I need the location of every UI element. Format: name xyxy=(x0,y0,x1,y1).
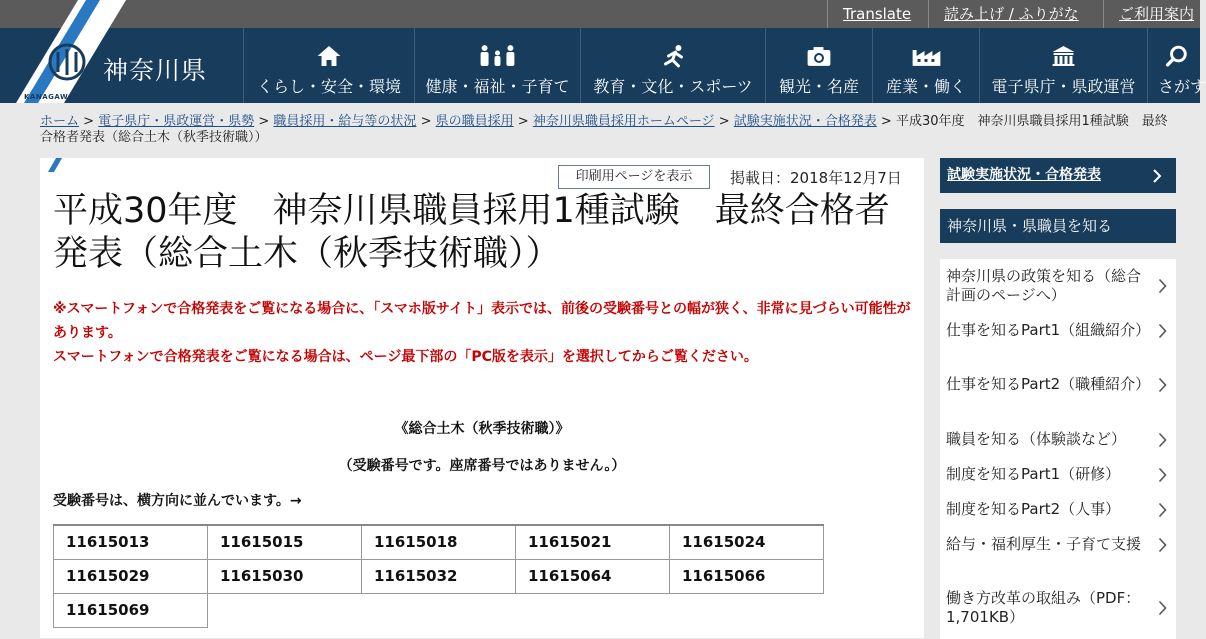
nav-label: 産業・働く xyxy=(885,77,966,96)
sidebar-item-work-part1[interactable] xyxy=(940,321,1176,340)
sidebar-item-policy[interactable] xyxy=(940,267,1176,305)
nav-label: 電子県庁・県政運営 xyxy=(991,77,1136,96)
nav-label: くらし・安全・環境 xyxy=(256,77,401,96)
sidebar-active-link[interactable] xyxy=(940,158,1176,193)
read-aloud-link[interactable]: 読み上げ / ふりがな xyxy=(928,0,1079,28)
nav-label: 教育・文化・スポーツ xyxy=(593,77,753,96)
exam-number-cell: 11615030 xyxy=(208,559,362,593)
nav-label: さがす xyxy=(1158,77,1206,96)
exam-number-cell: 11615029 xyxy=(54,559,208,593)
breadcrumb-home[interactable]: ホーム xyxy=(40,114,80,129)
search-icon xyxy=(1148,44,1200,68)
empty-cell xyxy=(362,593,516,627)
nav-health-welfare-childcare[interactable] xyxy=(414,28,580,103)
exam-number-cell: 11615018 xyxy=(362,525,516,559)
sidebar-item-label: 制度を知るPart1（研修） xyxy=(946,465,1121,483)
breadcrumb-recruitment-home[interactable]: 神奈川県職員採用ホームページ xyxy=(532,114,715,129)
table-row xyxy=(54,525,824,559)
sidebar-item-work-part2[interactable] xyxy=(940,375,1176,394)
breadcrumb-separator: > xyxy=(880,114,892,129)
nav-e-government[interactable] xyxy=(979,28,1147,103)
sidebar-item-salary-benefits[interactable] xyxy=(940,535,1176,554)
breadcrumb-separator: > xyxy=(258,114,270,129)
breadcrumb-separator: > xyxy=(718,114,730,129)
empty-cell xyxy=(208,593,362,627)
runner-icon xyxy=(581,44,765,68)
breadcrumb-separator: > xyxy=(420,114,432,129)
chevron-right-icon xyxy=(1158,467,1167,483)
chevron-right-icon xyxy=(1158,502,1167,518)
notice-line-1: ※スマートフォンで合格発表をご覧になる場合に、「スマホ版サイト」表示では、前後の受験番号との幅が狭く、非常に見づらい可能性があります。 xyxy=(53,301,911,341)
exam-number-cell: 11615069 xyxy=(54,593,208,627)
direction-note: 受験番号は、横方向に並んでいます。→ xyxy=(53,493,302,509)
nav-search[interactable] xyxy=(1147,28,1206,103)
nav-label: 観光・名産 xyxy=(778,77,859,96)
guide-link[interactable]: ご利用案内 xyxy=(1103,0,1194,28)
camera-icon xyxy=(766,44,872,68)
nav-education-culture-sports[interactable] xyxy=(580,28,765,103)
nav-industry-work[interactable] xyxy=(872,28,979,103)
exam-number-cell: 11615015 xyxy=(208,525,362,559)
notice-line-2: スマートフォンで合格発表をご覧になる場合は、ページ最下部の「PC版を表示」を選択してからご覧ください。 xyxy=(53,349,758,365)
exam-number-cell: 11615024 xyxy=(670,525,824,559)
published-date: 掲載日：2018年12月7日 xyxy=(730,169,902,187)
family-icon xyxy=(415,44,580,68)
factory-icon xyxy=(873,44,979,68)
sidebar-list xyxy=(940,259,1176,639)
exam-number-cell: 11615013 xyxy=(54,525,208,559)
corner-accent xyxy=(40,158,62,172)
nav-label: 健康・福祉・子育て xyxy=(425,77,570,96)
chevron-right-icon xyxy=(1158,377,1167,393)
breadcrumb-separator: > xyxy=(517,114,529,129)
chevron-right-icon xyxy=(1158,323,1167,339)
sidebar-section-title: 神奈川県・県職員を知る xyxy=(940,209,1176,243)
chevron-right-icon xyxy=(1152,169,1162,183)
exam-number-cell: 11615064 xyxy=(516,559,670,593)
chevron-right-icon xyxy=(1158,278,1167,294)
sidebar-item-workstyle-reform[interactable] xyxy=(940,589,1176,627)
breadcrumb-recruitment-salary[interactable]: 職員採用・給与等の状況 xyxy=(273,114,417,129)
breadcrumb xyxy=(40,114,1170,146)
table-row xyxy=(54,559,824,593)
breadcrumb-e-government[interactable]: 電子県庁・県政運営・県勢 xyxy=(98,114,255,129)
sidebar-item-staff[interactable] xyxy=(940,430,1176,449)
sidebar-item-label: 職員を知る（体験談など） xyxy=(946,430,1127,448)
house-icon xyxy=(244,44,414,68)
exam-number-cell: 11615032 xyxy=(362,559,516,593)
smartphone-notice xyxy=(53,297,913,369)
site-logo[interactable] xyxy=(0,0,243,103)
exam-category: 《総合土木（秋季技術職）》 xyxy=(394,421,570,437)
sidebar-item-system-part2[interactable] xyxy=(940,500,1176,519)
translate-link[interactable]: Translate xyxy=(827,0,911,28)
breadcrumb-staff-recruitment[interactable]: 県の職員採用 xyxy=(435,114,514,129)
logo-subtext: KANAGAWA xyxy=(24,93,74,101)
site-name: 神奈川県 xyxy=(103,56,208,85)
sidebar-item-label: 仕事を知るPart1（組織紹介） xyxy=(946,321,1151,339)
print-page-button[interactable]: 印刷用ページを表示 xyxy=(558,165,710,189)
kanagawa-emblem-icon xyxy=(47,42,87,82)
chevron-right-icon xyxy=(1158,537,1167,553)
nav-tourism-specialties[interactable] xyxy=(765,28,872,103)
sidebar-item-label: 働き方改革の取組み（PDF：1,701KB） xyxy=(946,589,1141,626)
sidebar-item-label: 給与・福利厚生・子育て支援 xyxy=(946,535,1142,553)
exam-number-cell: 11615066 xyxy=(670,559,824,593)
sidebar-item-label: 仕事を知るPart2（職種紹介） xyxy=(946,375,1151,393)
sidebar-item-label: 制度を知るPart2（人事） xyxy=(946,500,1121,518)
sidebar-item-label: 神奈川県の政策を知る（総合計画のページへ） xyxy=(946,267,1142,304)
exam-number-cell: 11615021 xyxy=(516,525,670,559)
breadcrumb-separator: > xyxy=(83,114,95,129)
main-content xyxy=(40,158,924,638)
chevron-right-icon xyxy=(1158,432,1167,448)
breadcrumb-exam-results[interactable]: 試験実施状況・合格発表 xyxy=(733,114,877,129)
table-row xyxy=(54,593,824,627)
chevron-right-icon xyxy=(1158,600,1167,616)
nav-living-safety-environment[interactable] xyxy=(243,28,414,103)
sidebar-item-system-part1[interactable] xyxy=(940,465,1176,484)
number-note: （受験番号です。座席番号ではありません。） xyxy=(338,458,626,474)
results-table xyxy=(53,524,824,628)
empty-cell xyxy=(516,593,670,627)
empty-cell xyxy=(670,593,824,627)
sidebar-active-label: 試験実施状況・合格発表 xyxy=(947,167,1101,183)
breadcrumb-current: 平成30年度 神奈川県職員採用1種試験 最終合格者発表（総合土木（秋季技術職）） xyxy=(40,114,1168,145)
government-building-icon xyxy=(980,44,1147,68)
page-title: 平成30年度 神奈川県職員採用1種試験 最終合格者発表（総合土木（秋季技術職）） xyxy=(53,191,890,274)
